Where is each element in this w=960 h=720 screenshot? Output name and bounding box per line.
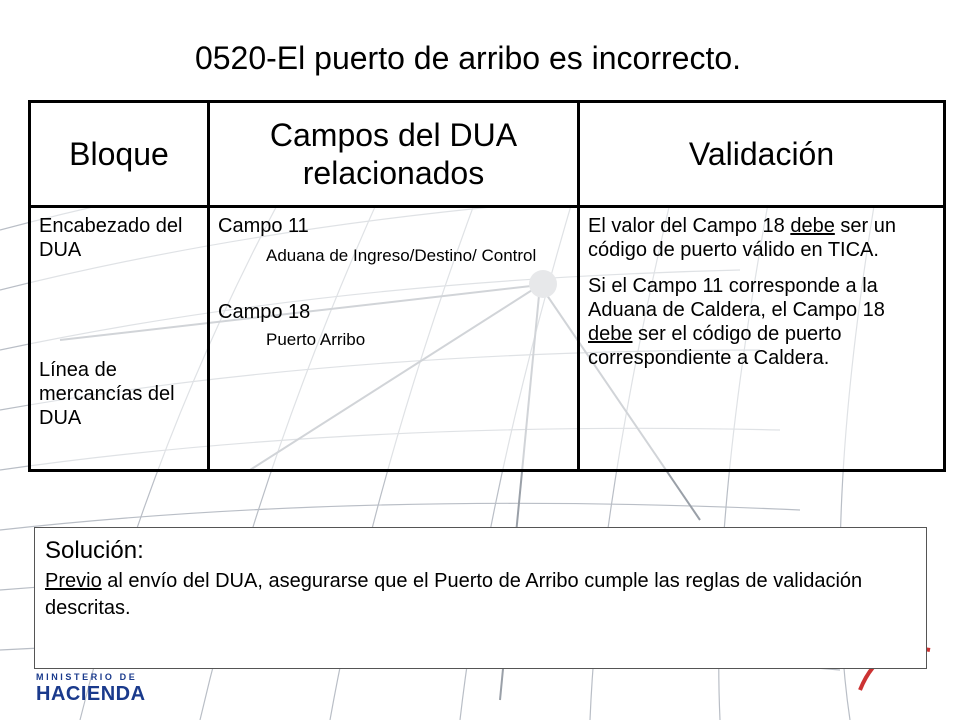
solution-text-rest: al envío del DUA, asegurarse que el Puerto de Arribo cumple las reglas de validación descritas. — [45, 570, 863, 619]
campo-11-desc: Aduana de Ingreso/Destino/ Control — [266, 246, 537, 265]
header-campos: Campos del DUA relacionados — [210, 103, 580, 208]
campo-18-desc: Puerto Arribo — [266, 330, 366, 349]
solution-heading: Solución: — [45, 537, 144, 564]
bloque-linea: Línea de mercancías del DUA — [39, 359, 175, 429]
campo-18-label: Campo 18 — [218, 301, 311, 323]
solution-emphasis: Previo — [45, 570, 102, 592]
logo-line-2: HACIENDA — [36, 683, 146, 705]
validacion-rule-1 — [588, 214, 935, 262]
rule-1-emphasis: debe — [790, 215, 835, 237]
rule-2-text-a: Si el Campo 11 corresponde a la Aduana de Caldera, el Campo 18 — [588, 275, 885, 321]
page-title: 0520-El puerto de arribo es incorrecto. — [194, 40, 742, 76]
rule-2-emphasis: debe — [588, 323, 633, 345]
solution-text — [45, 568, 916, 622]
validation-table — [28, 100, 946, 472]
validacion-cell — [580, 208, 943, 469]
header-validacion: Validación — [580, 103, 943, 208]
rule-2-text-b: ser el código de puerto correspondiente a Caldera. — [588, 323, 842, 369]
ministerio-hacienda-logo — [36, 672, 146, 706]
rule-1-text-b: ser un código de puerto válido en TICA. — [588, 215, 896, 261]
campo-11-label: Campo 11 — [218, 215, 309, 237]
campos-cell — [210, 208, 580, 469]
bloque-encabezado: Encabezado del DUA — [39, 215, 183, 261]
bloque-cell — [31, 208, 210, 469]
rule-1-text-a: El valor del Campo 18 — [588, 215, 791, 237]
validacion-rule-2 — [588, 274, 935, 370]
header-bloque: Bloque — [31, 103, 210, 208]
logo-line-1: MINISTERIO DE — [36, 672, 138, 682]
solution-box — [34, 527, 927, 669]
